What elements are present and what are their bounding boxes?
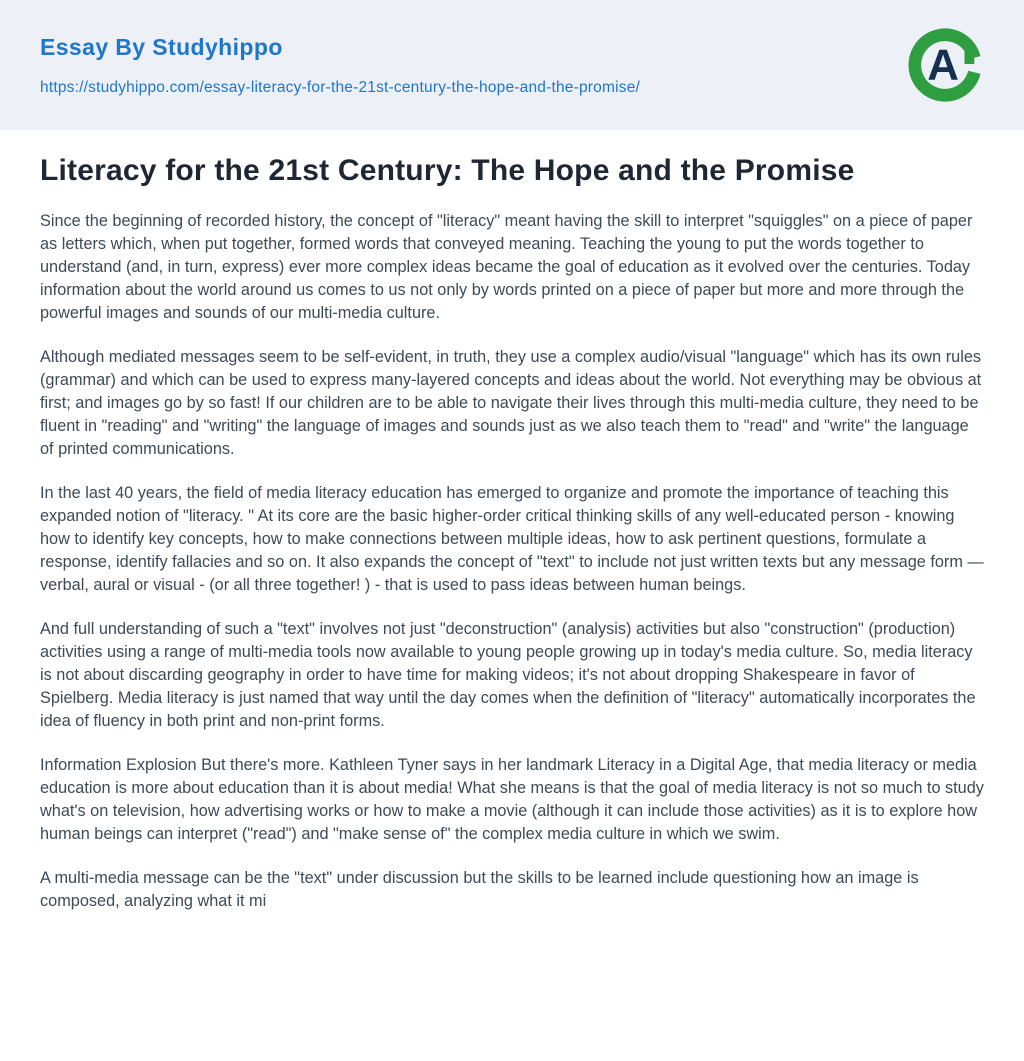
article-paragraph-5: Information Explosion But there's more. Kathleen Tyner says in her landmark Literacy in a Digital Age, that media literacy or media education is more about education than it is about media! What she means is that the goal of media literacy is not so much to study what's on television, how advertising works or how to make a movie (although it can include those activities) as it is to explore how human beings can interpret ("read") and "make sense of" the complex media culture in which we swim. bbox=[40, 756, 984, 843]
logo-letter: A bbox=[927, 40, 959, 90]
site-title: Essay By Studyhippo bbox=[40, 33, 283, 60]
studyhippo-logo-icon bbox=[906, 26, 984, 104]
article-paragraph-4: And full understanding of such a "text" involves not just "deconstruction" (analysis) activities but also "construction" (production) activities using a range of multi-media tools now available to young people growing up in today's media culture. So, media literacy is not about discarding geography in order to have time for making videos; it's not about dropping Shakespeare in favor of Spielberg. Media literacy is just named that way until the day comes when the definition of "literacy" automatically incorporates the idea of fluency in both print and non-print forms. bbox=[40, 620, 976, 730]
header-text-block bbox=[40, 34, 640, 97]
article-paragraph-2: Although mediated messages seem to be self-evident, in truth, they use a complex audio/visual "language" which has its own rules (grammar) and which can be used to express many-layered concepts and ideas about the world. Not everything may be obvious at first; and images go by so fast! If our children are to be able to navigate their lives through this multi-media culture, they need to be fluent in "reading" and "writing" the language of images and sounds just as we also teach them to "read" and "write" the language of printed communications. bbox=[40, 348, 982, 458]
studyhippo-logo bbox=[906, 26, 984, 104]
article-paragraph-3: In the last 40 years, the field of media literacy education has emerged to organize and promote the importance of teaching this expanded notion of "literacy. " At its core are the basic higher-order critical thinking skills of any well-educated person - knowing how to identify key concepts, how to make connections between multiple ideas, how to ask pertinent questions, formulate a response, identify fallacies and so on. It also expands the concept of "text" to include not just written texts but any message form — verbal, aural or visual - (or all three together! ) - that is used to pass ideas between human beings. bbox=[40, 484, 984, 594]
article-url-link[interactable]: https://studyhippo.com/essay-literacy-for-the-21st-century-the-hope-and-the-promise/ bbox=[40, 78, 641, 96]
page-header bbox=[0, 0, 1024, 130]
article-paragraph-6: A multi-media message can be the "text" under discussion but the skills to be learned include questioning how an image is composed, analyzing what it mi bbox=[40, 869, 919, 910]
article-content bbox=[0, 130, 1024, 913]
page-title: Literacy for the 21st Century: The Hope and the Promise bbox=[40, 154, 855, 187]
article-paragraph-1: Since the beginning of recorded history, the concept of "literacy" meant having the skill to interpret "squiggles" on a piece of paper as letters which, when put together, formed words that conveyed meaning. Teaching the young to put the words together to understand (and, in turn, express) ever more complex ideas became the goal of education as it evolved over the centuries. Today information about the world around us comes to us not only by words printed on a piece of paper but more and more through the powerful images and sounds of our multi-media culture. bbox=[40, 212, 973, 322]
